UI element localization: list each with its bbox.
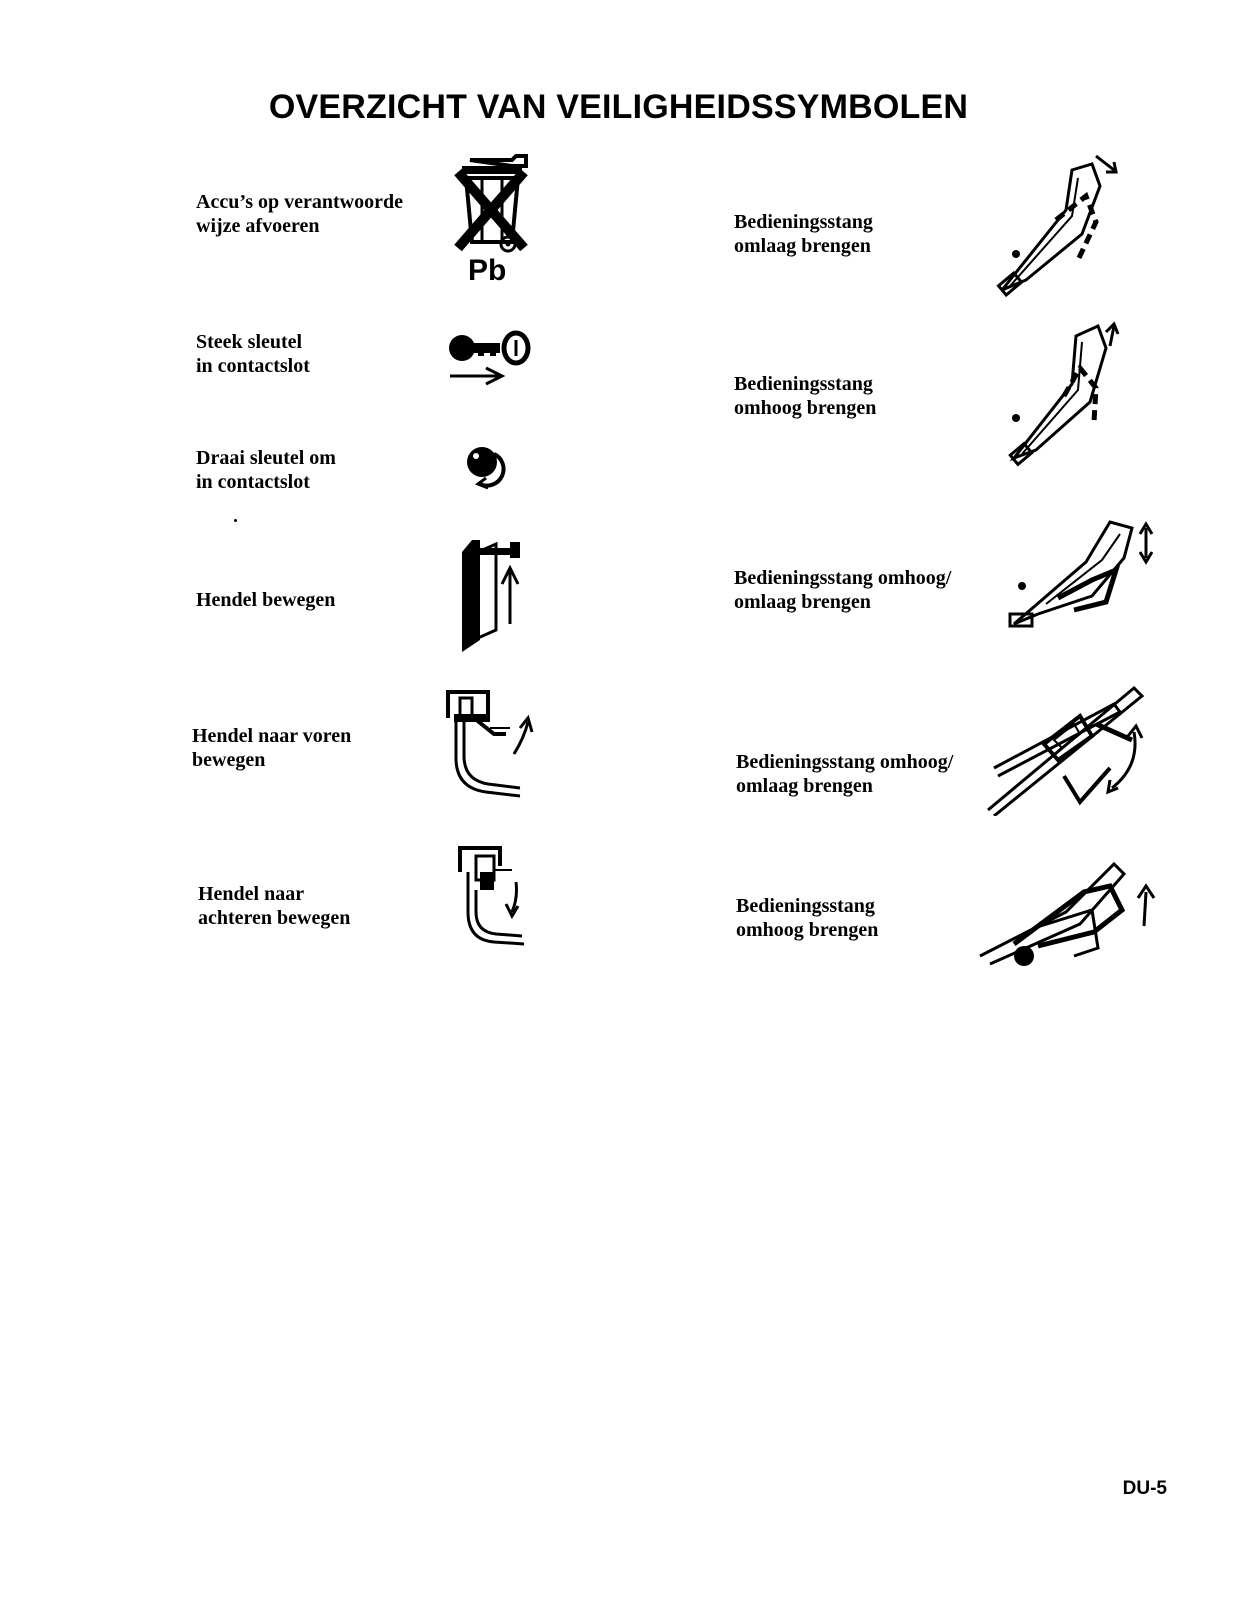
- lever-backward-icon: [456, 842, 528, 958]
- label-line: in contactslot: [196, 355, 310, 377]
- lever-forward-icon: [444, 688, 540, 804]
- insert-key-icon: [448, 328, 534, 388]
- label-line: omlaag brengen: [736, 775, 873, 797]
- label-line: Hendel naar: [198, 883, 305, 905]
- label-line: Bedieningsstang: [736, 895, 875, 917]
- label-lever-backward: [198, 882, 350, 930]
- label-line: omlaag brengen: [734, 591, 871, 613]
- label-turn-key: [196, 446, 336, 494]
- handle-lower-icon: [996, 150, 1122, 300]
- label-line: omhoog brengen: [734, 397, 877, 419]
- label-line: Hendel bewegen: [196, 589, 336, 611]
- label-line: achteren bewegen: [198, 907, 351, 929]
- handle-up-down-icon: [1006, 514, 1162, 636]
- move-lever-icon: [456, 530, 536, 656]
- label-line: Accu’s op verantwoorde: [196, 191, 404, 213]
- label-line: Steek sleutel: [196, 331, 303, 353]
- label-line: Bedieningsstang omhoog/: [736, 751, 954, 773]
- label-line: omlaag brengen: [734, 235, 871, 257]
- label-handle-lower: [734, 210, 873, 258]
- turn-key-icon: [462, 440, 516, 494]
- handle-lift-icon: [974, 852, 1170, 970]
- label-line: Hendel naar voren: [192, 725, 352, 747]
- pb-text: Pb: [468, 254, 507, 284]
- battery-disposal-icon: [452, 152, 532, 284]
- label-line: wijze afvoeren: [196, 215, 320, 237]
- label-line: bewegen: [192, 749, 266, 771]
- label-line: in contactslot: [196, 471, 310, 493]
- label-lever-forward: [192, 724, 351, 772]
- label-line: Bedieningsstang: [734, 211, 873, 233]
- label-line: Bedieningsstang: [734, 373, 873, 395]
- handle-swing-icon: [984, 684, 1150, 816]
- label-insert-key: [196, 330, 310, 378]
- handle-raise-icon: [1006, 318, 1126, 468]
- scan-speck: [234, 519, 237, 522]
- label-line: Draai sleutel om: [196, 447, 336, 469]
- page-title: OVERZICHT VAN VEILIGHEIDSSYMBOLEN: [268, 88, 969, 126]
- label-line: Bedieningsstang omhoog/: [734, 567, 952, 589]
- label-line: omhoog brengen: [736, 919, 879, 941]
- label-handle-raise: [734, 372, 876, 420]
- label-handle-swing: [736, 750, 953, 798]
- label-move-lever: [196, 588, 335, 612]
- label-handle-lift: [736, 894, 878, 942]
- page-number: DU-5: [1122, 1478, 1167, 1499]
- label-battery-disposal: [196, 190, 403, 238]
- label-handle-up-down: [734, 566, 951, 614]
